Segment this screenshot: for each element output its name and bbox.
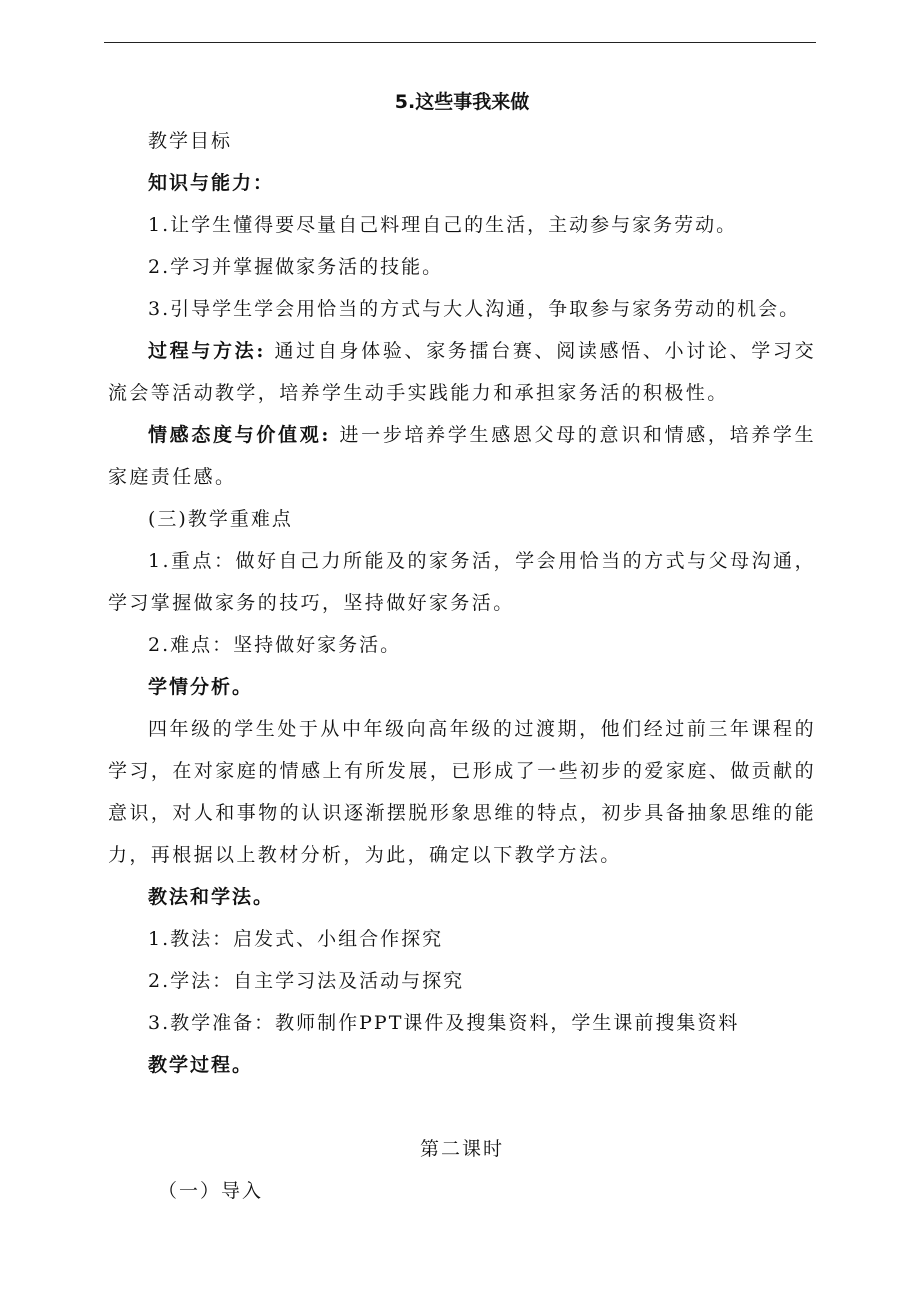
key-point-2: 2.难点：坚持做好家务活。 [148, 634, 402, 656]
knowledge-label: 知识与能力： [148, 172, 275, 194]
header-rule [104, 42, 816, 43]
knowledge-item-2: 2.学习并掌握做家务活的技能。 [148, 256, 444, 278]
method-item-2: 2.学法：自主学习法及活动与探究 [148, 970, 465, 992]
key-point-1: 1.重点：做好自己力所能及的家务活，学会用恰当的方式与父母沟通，学习掌握做家务的技巧，坚持做好家务活。 [108, 550, 816, 614]
method-label: 教法和学法。 [148, 886, 275, 908]
analysis-paragraph: 四年级的学生处于从中年级向高年级的过渡期，他们经过前三年课程的学习，在对家庭的情感上有所发展，已形成了一些初步的爱家庭、做贡献的意识，对人和事物的认识逐渐摆脱形象思维的特点，初步具备抽象思维的能力，再根据以上教材分析，为此，确定以下教学方法。 [108, 718, 816, 866]
method-heading [108, 876, 816, 918]
intro-heading: （一）导入 [158, 1180, 264, 1202]
analysis-label: 学情分析。 [148, 676, 254, 698]
analysis-heading [108, 666, 816, 708]
lesson-title: 第二课时 [419, 1138, 504, 1160]
goal-heading: 教学目标 [148, 130, 233, 152]
knowledge-heading [108, 162, 816, 204]
process-method-paragraph [108, 330, 816, 414]
knowledge-item-3: 3.引导学生学会用恰当的方式与大人沟通，争取参与家务劳动的机会。 [148, 298, 801, 320]
emotion-text: 进一步培养学生感恩父母的意识和情感，培养学生家庭责任感。 [108, 424, 816, 488]
knowledge-item-1: 1.让学生懂得要尽量自己料理自己的生活，主动参与家务劳动。 [148, 214, 738, 236]
process-method-text: 通过自身体验、家务擂台赛、阅读感悟、小讨论、学习交流会等活动教学，培养学生动手实践能力和承担家务活的积极性。 [108, 340, 816, 404]
method-item-1: 1.教法：启发式、小组合作探究 [148, 928, 444, 950]
teaching-process-label: 教学过程。 [148, 1054, 254, 1076]
spacer [108, 1086, 816, 1128]
document-title: 5.这些事我来做 [394, 91, 530, 113]
key-points-heading: (三)教学重难点 [148, 508, 293, 530]
process-method-label: 过程与方法: [148, 340, 266, 362]
teaching-process-heading [108, 1044, 816, 1086]
method-item-3: 3.教学准备：教师制作PPT课件及搜集资料，学生课前搜集资料 [148, 1012, 740, 1034]
document-body [108, 84, 816, 1212]
emotion-paragraph [108, 414, 816, 498]
emotion-label: 情感态度与价值观: [148, 424, 331, 446]
